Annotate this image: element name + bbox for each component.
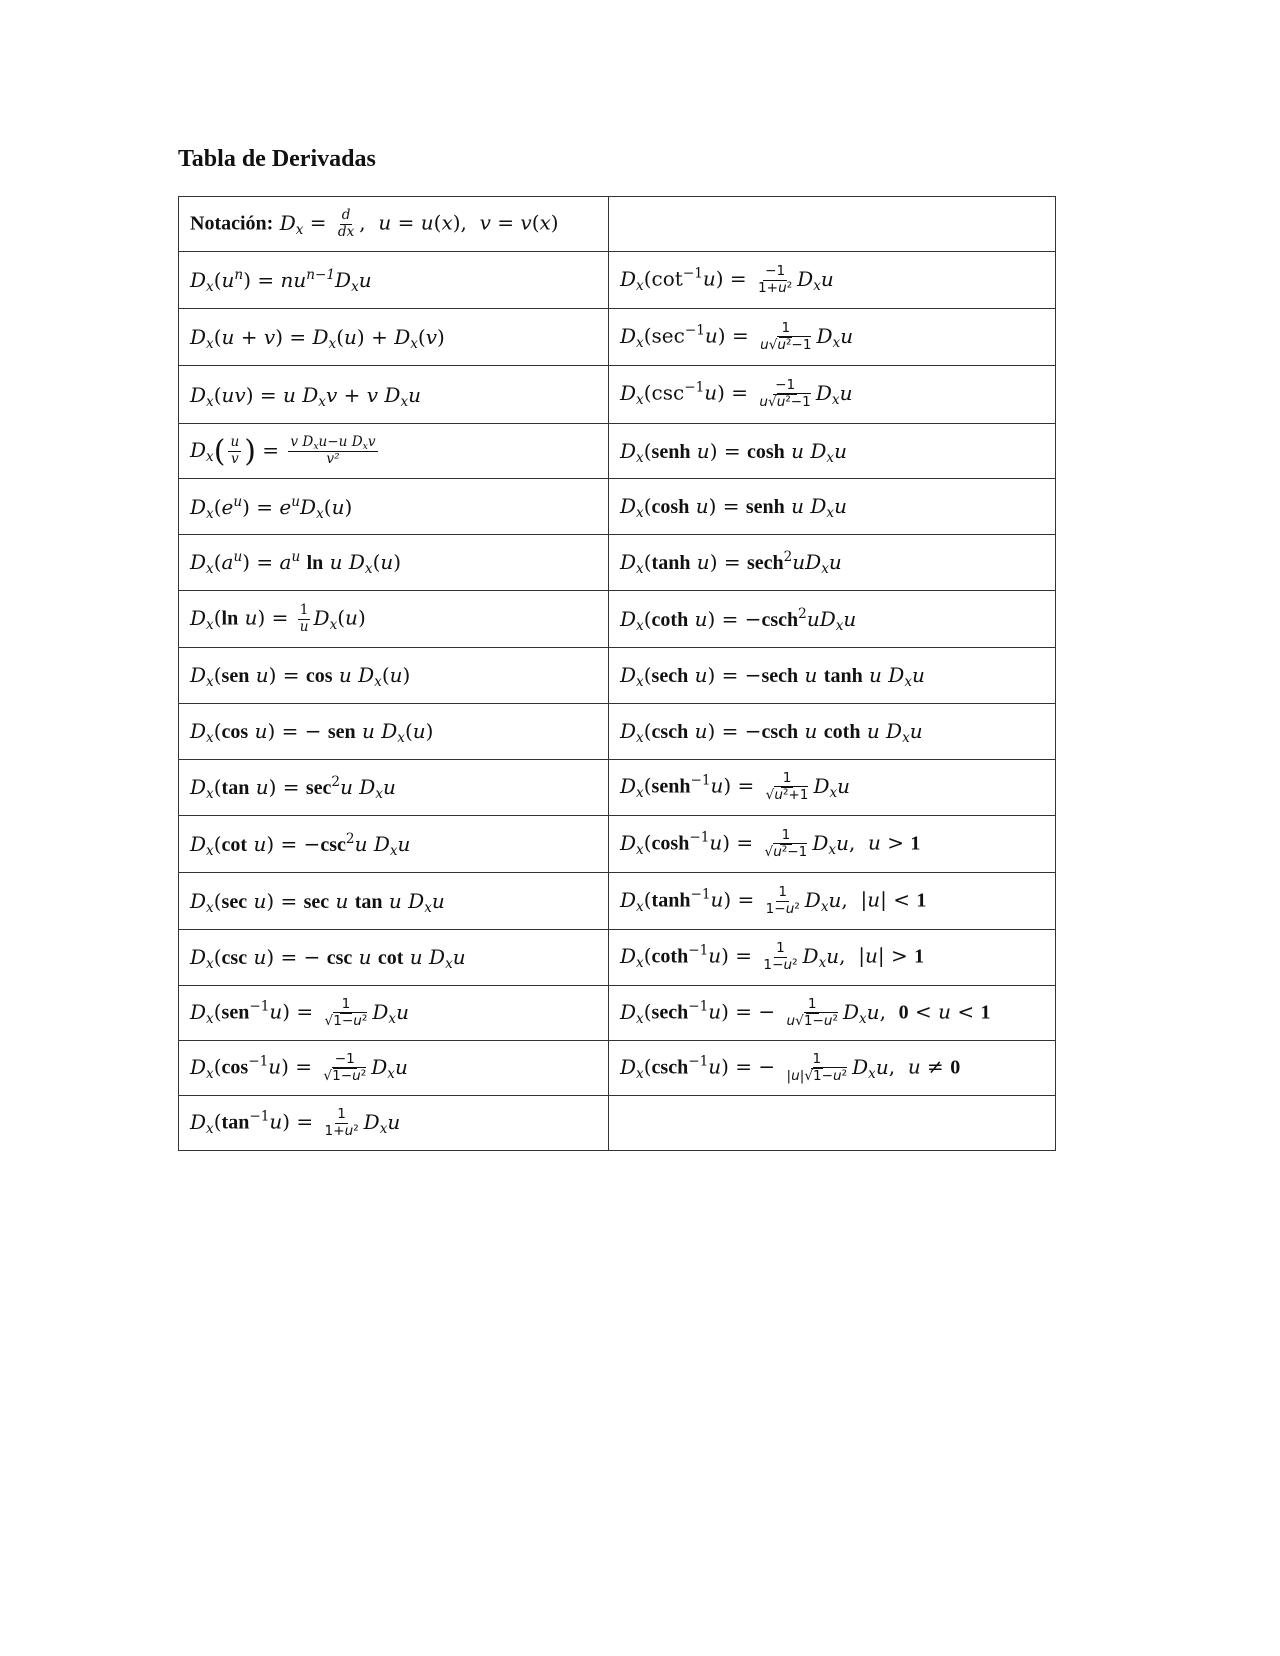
table-row bbox=[179, 1041, 1056, 1096]
empty-cell bbox=[609, 197, 1056, 252]
notation-cell: Notación: $D_x$ = $\frac{d}{dx}$ , u = u(x), v = v(x) bbox=[179, 197, 609, 252]
formula-cell: $D_x(\sec h^{-1}u)$ = − $\frac{1}{\text{u√1−u²}}$ $D_xu$, 0 < u < 1 bbox=[609, 986, 1056, 1041]
table-row bbox=[179, 1096, 1056, 1151]
formula-cell: $D_x(\tan^{-1}u)$ = $\frac{1}{\text{1+u²}}$ $D_xu$ bbox=[179, 1096, 609, 1151]
formula-cell: $D_x(u + v) = D_x(u) + D_x(v)$ bbox=[179, 309, 609, 366]
table-row bbox=[179, 930, 1056, 986]
formula-cell: $D_x(\csc h^{-1}u)$ = − $\frac{1}{\text{|u|√1−u²}}$ $D_xu$, u ≠ 0 bbox=[609, 1041, 1056, 1096]
formula-cell: $D_x(\cot$ $u) = -\csc^2u$ $D_xu$ bbox=[179, 816, 609, 873]
table-row bbox=[179, 424, 1056, 479]
table-row bbox=[179, 760, 1056, 816]
formula-cell: $D_x(sen$ u) = cos u $D_x(u)$ bbox=[179, 648, 609, 704]
formula-cell: $D_x(\cot h$ $u) = -\csc h^2uD_xu$ bbox=[609, 591, 1056, 648]
formula-cell: $D_x(sen^{-1}u)$ = $\frac{1}{\text{√1−u²}}$ $D_xu$ bbox=[179, 986, 609, 1041]
formula-cell: $D_x(\tan$ $u) = \sec^2u$ $D_xu$ bbox=[179, 760, 609, 816]
formula-cell: $D_x(\tanh^{-1}u)$ = $\frac{1}{\text{1−u²}}$ $D_xu$, |u| < 1 bbox=[609, 873, 1056, 930]
table-row bbox=[179, 197, 1056, 252]
table-row bbox=[179, 535, 1056, 591]
empty-cell bbox=[609, 1096, 1056, 1151]
document-title: Tabla de Derivadas bbox=[178, 146, 376, 172]
formula-cell: $D_x(\cot h^{-1}u)$ = $\frac{1}{\text{1−u²}}$ $D_xu$, |u| > 1 bbox=[609, 930, 1056, 986]
table-row bbox=[179, 986, 1056, 1041]
formula-cell: $D_x(\sec^{-1}u)$ = $\frac{1}{\text{u√u²−1}}$ $D_xu$ bbox=[609, 309, 1056, 366]
formula-cell: $D_x(\csc$ u) = − csc u cot u $D_xu$ bbox=[179, 930, 609, 986]
formula-cell: $D_x(\tanh$ $u) = \sec h^2uD_xu$ bbox=[609, 535, 1056, 591]
formula-cell: $D_x(\cosh^{-1}u)$ = $\frac{1}{\text{√u²−1}}$ $D_xu$, u > 1 bbox=[609, 816, 1056, 873]
formula-cell: $D_x(\csc^{-1}u)$ = $\frac{-1}{\text{u√u²−1}}$ $D_xu$ bbox=[609, 366, 1056, 424]
formula-cell: $D_x(\sec$ u) = sec u tan u $D_xu$ bbox=[179, 873, 609, 930]
formula-cell: $D_x(senh$ u) = cosh u $D_xu$ bbox=[609, 424, 1056, 479]
formula-cell: $D_x(\ln$ u) = $\frac{1}{u}$ $D_x(u)$ bbox=[179, 591, 609, 648]
formula-cell: $D_x(\cos^{-1}u)$ = $\frac{-1}{\text{√1−u²}}$ $D_xu$ bbox=[179, 1041, 609, 1096]
table-row bbox=[179, 873, 1056, 930]
formula-cell: $D_x(e^u) = e^uD_x(u)$ bbox=[179, 479, 609, 535]
formula-cell: $D_x(a^u) = a^u$ ln u $D_x(u)$ bbox=[179, 535, 609, 591]
derivatives-table bbox=[178, 196, 1056, 1151]
formula-cell: $D_x(\csc h$ u) = −csch u coth u $D_xu$ bbox=[609, 704, 1056, 760]
table-row bbox=[179, 252, 1056, 309]
formula-cell: $D_x(\cosh$ u) = senh u $D_xu$ bbox=[609, 479, 1056, 535]
table-row bbox=[179, 309, 1056, 366]
formula-cell: $D_x(\cot^{-1}u)$ = $\frac{-1}{\text{1+u²}}$ $D_xu$ bbox=[609, 252, 1056, 309]
table-row bbox=[179, 648, 1056, 704]
formula-cell: $D_x(\sec h$ u) = −sech u tanh u $D_xu$ bbox=[609, 648, 1056, 704]
formula-cell: $D_x(senh^{-1}u)$ = $\frac{1}{\text{√u²+1}}$ $D_xu$ bbox=[609, 760, 1056, 816]
table-row bbox=[179, 704, 1056, 760]
table-row bbox=[179, 479, 1056, 535]
table-row bbox=[179, 366, 1056, 424]
table-row bbox=[179, 816, 1056, 873]
notation-label: Notación bbox=[190, 212, 267, 235]
formula-cell: $D_x(uv) = u$ $D_xv + v$ $D_xu$ bbox=[179, 366, 609, 424]
formula-cell: $D_x(u^n) = nu^{n-1}D_xu$ bbox=[179, 252, 609, 309]
formula-cell: $D_x(\cos$ u) = − sen u $D_x(u)$ bbox=[179, 704, 609, 760]
table-row bbox=[179, 591, 1056, 648]
formula-cell: $D_x$( $\frac{u}{v}$ ) = $\frac{v D_xu-u D_xv}{\text{v²}}$ bbox=[179, 424, 609, 479]
